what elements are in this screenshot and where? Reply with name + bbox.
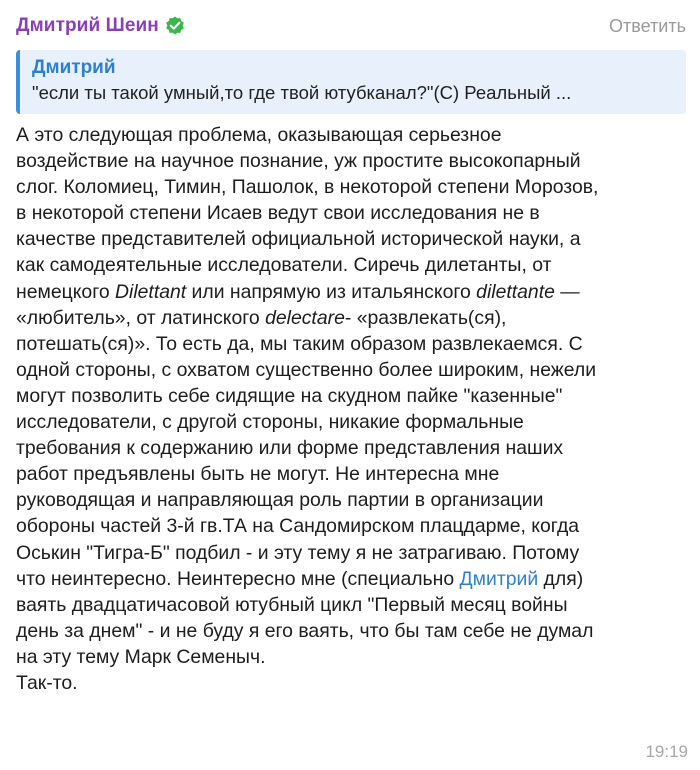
text-line: немецкого Dilettant или напрямую из итальянского dilettante — [16,280,580,303]
verified-badge-icon [164,15,186,37]
text-line: «любитель», от латинского delectare- «развлекать(ся), [16,306,507,329]
text-line: могут позволить себе сидящие на скудном пайке "казенные" [16,384,563,407]
message-header [16,10,686,42]
text-line: исследователи, с другой стороны, никакие формальные [16,411,524,434]
sender [16,15,186,37]
text-line: требования к содержанию или форме представления наших [16,437,564,460]
mention-link[interactable]: Дмитрий [459,567,539,590]
text-line: слог. Коломиец, Тимин, Пашолок, в некоторой степени Морозов, [16,176,599,199]
text-line: что неинтересно. Неинтересно мне (специально Дмитрий для) [16,567,584,590]
text-line: как самодеятельные исследователи. Сиречь дилетанты, от [16,254,552,277]
quoted-message[interactable] [16,50,686,114]
italic-term: Dilettant [115,280,187,303]
message-text [16,122,686,696]
italic-term: dilettante [476,280,555,303]
quote-author: Дмитрий [32,57,116,78]
text-line: А это следующая проблема, оказывающая серьезное [16,124,502,146]
text-line: потешать(ся)». То есть да, мы таким образом развлекаемся. С [16,332,583,355]
text-line: Оськин "Тигра-Б" подбил - и эту тему я не затрагиваю. Потому [16,541,580,564]
text-line: день за днем" - и не буду я его ваять, что бы там себе не думал [16,619,594,642]
quote-text: "если ты такой умный,то где твой ютубканал?"(С) Реальный ... [32,82,572,103]
text-line: воздействие на научное познание, уж простите высокопарный [16,150,581,173]
reply-button[interactable]: Ответить [609,15,686,36]
text-line: руководящая и направляющая роль партии в организации [16,489,544,512]
sender-name[interactable]: Дмитрий Шеин [16,15,159,36]
text-line: одной стороны, с охватом существенно более широким, нежели [16,358,597,381]
text-line: ваять двадцатичасовой ютубный цикл "Первый месяц войны [16,593,568,616]
message-time: 19:19 [645,742,688,761]
text-line: в некоторой степени Исаев ведут свои исследования не в [16,202,540,225]
text-line: качестве представителей официальной исторической науки, а [16,228,581,251]
text-line: работ предъявлены быть не могут. Не интересна мне [16,463,500,486]
text-line: на эту тему Марк Семеныч. [16,645,266,668]
text-line: Так-то. [16,671,78,694]
text-line: обороны частей 3-й гв.ТА на Сандомирском плацдарме, когда [16,515,580,538]
italic-term: delectare [265,306,345,329]
